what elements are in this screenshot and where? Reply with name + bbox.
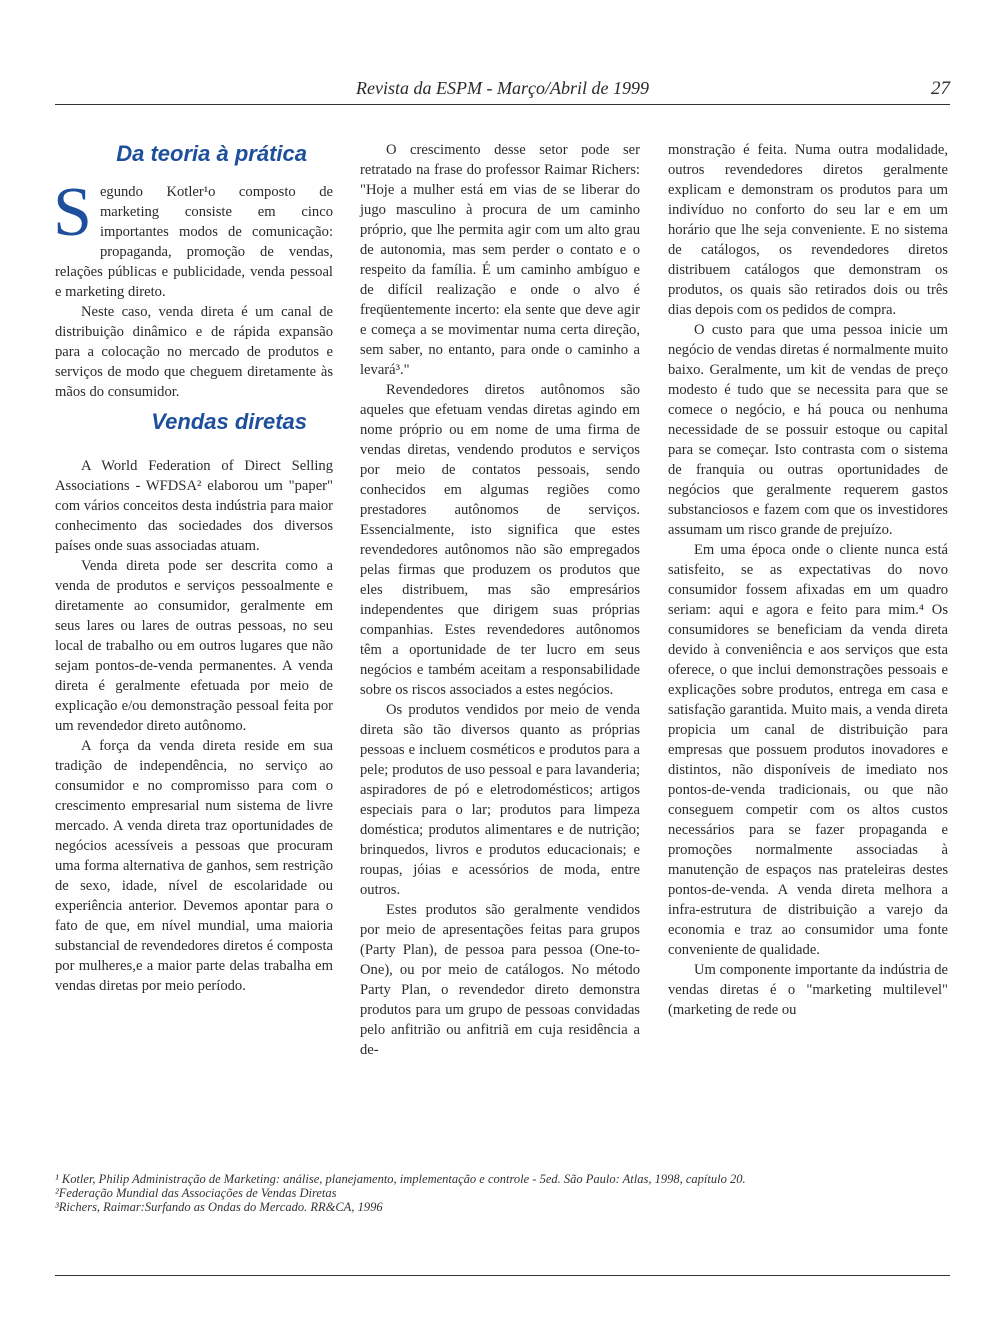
- paragraph: Venda direta pode ser descrita como a venda de produtos e serviços pessoalmente e diretamente ao consumidor, geralmente em seus lares ou lares de outras pessoas, no seu local de trabalho ou em outros lugares que não sejam pontos-de-venda permanentes. A venda direta é geralmente efetuada por meio de explicação e/ou demonstração pessoal feita por um revendedor direto autônomo.: [55, 558, 333, 734]
- column-2: [360, 140, 640, 1060]
- page-number: 27: [931, 78, 950, 99]
- paragraph: O crescimento desse setor pode ser retratado na frase do professor Raimar Richers: "Hoje a mulher está em vias de se liberar do jugo masculino à procura de um caminho próprio, que lhe permita agir com um alto grau de autonomia, mas sem perder o contato e o respeito da família. É um caminho ambíguo e de difícil realização e onde o alvo é freqüentemente incerto: ela sente que deve agir e começa a se movimentar numa certa direção, sem saber, no entanto, para onde o caminho a levará³.": [360, 142, 640, 378]
- paragraph: Neste caso, venda direta é um canal de distribuição dinâmico e de rápida expansão para a colocação no mercado de produtos e serviços de modo que cheguem diretamente às mãos do consumidor.: [55, 304, 333, 400]
- paragraph-text: egundo Kotler¹o composto de marketing consiste em cinco importantes modos de comunicação: propaganda, promoção de vendas, relações públicas e publicidade, venda pessoal e marketing direto.: [55, 184, 333, 300]
- column-3: [668, 140, 948, 1020]
- paragraph: Revendedores diretos autônomos são aqueles que efetuam vendas diretas agindo em nome próprio ou em nome de uma firma de vendas diretas, vendendo produtos e serviços por meio de contatos pessoais, sendo conhecidos em algumas regiões como prestadores autônomos de serviços. Essencialmente, isto significa que estes revendedores autônomos não são empregados pelas firmas que produzem os produtos que eles distribuem, mas são empresários independentes que dirigem suas próprias companhias. Estes revendedores autônomos têm a oportunidade de ter lucro em seus negócios e também aceitam a responsabilidade sobre os riscos associados a estes negócios.: [360, 382, 640, 698]
- paragraph: O custo para que uma pessoa inicie um negócio de vendas diretas é normalmente muito baixo. Geralmente, um kit de vendas de preço modesto é tudo que se necessita para que se comece o negócio, e há pouca ou nenhuma necessidade de se possuir estoque ou capital para se começar. Isto contrasta com o sistema de franquia ou outras oportunidades de negócios que geralmente requerem gastos substanciosos e fazem com que os investidores assumam um risco grande de prejuízo.: [668, 322, 948, 538]
- section-heading-theory: Da teoria à prática: [116, 141, 307, 166]
- footnotes: [55, 1172, 950, 1214]
- header-rule: [55, 104, 950, 105]
- paragraph: A força da venda direta reside em sua tradição de independência, no serviço ao consumidor e no compromisso para com o crescimento empresarial num sistema de livre mercado. A venda direta traz oportunidades de negócios acessíveis a pessoas que procuram uma forma alternativa de ganhos, sem restrição de sexo, idade, nível de escolaridade ou experiência anterior. Devemos apontar para o fato de que, em nível mundial, uma maioria substancial de revendedores diretos é composta por mulheres,e a maior parte delas trabalha em vendas diretas por meio período.: [55, 738, 333, 994]
- paragraph: Estes produtos são geralmente vendidos por meio de apresentações feitas para grupos (Party Plan), de pessoa para pessoa (One-to-One), ou por meio de catálogos. No método Party Plan, o revendedor direto demonstra produtos para um grupo de pessoas convidadas pelo anfitrião ou anfitriã em cuja residência a de-: [360, 902, 640, 1058]
- footnote-3: ³Richers, Raimar:Surfando as Ondas do Mercado. RR&CA, 1996: [55, 1200, 383, 1214]
- footer-rule: [55, 1275, 950, 1276]
- footnote-2: ²Federação Mundial das Associações de Vendas Diretas: [55, 1186, 337, 1200]
- journal-title: Revista da ESPM - Março/Abril de 1999: [356, 78, 649, 98]
- paragraph: A World Federation of Direct Selling Associations - WFDSA² elaborou um "paper" com vários conceitos desta indústria para maior conhecimento das sociedades dos diversos países onde suas associadas atuam.: [55, 458, 334, 554]
- drop-cap: S: [53, 174, 92, 251]
- column-1: [55, 140, 333, 996]
- section-heading-direct-sales: Vendas diretas: [151, 409, 307, 434]
- paragraph: Em uma época onde o cliente nunca está satisfeito, se as expectativas do novo consumidor fossem afixadas em um quadro seriam: aqui e agora e feito para mim.⁴ Os consumidores se beneficiam da venda direta devido à conveniência e aos serviços que esta oferece, o que inclui demonstrações pessoais e explicações sobre produtos, entrega em casa e satisfação garantida. Muito mais, a venda direta propicia um canal de distribuição para empresas que possuem produtos inovadores e distintos, não disponíveis de imediato nos pontos-de-venda tradicionais, ou que não conseguem competir com os altos custos necessários para se fazer propaganda e promoções normalmente associadas à manutenção de espaços nas prateleiras destes pontos-de-venda. A venda direta melhora a infra-estrutura de distribuição a varejo da economia e traz ao consumidor uma fonte conveniente de qualidade.: [668, 542, 948, 958]
- paragraph: [53, 174, 333, 302]
- paragraph: Um componente importante da indústria de vendas diretas é o "marketing multilevel" (marketing de rede ou: [668, 962, 948, 1018]
- running-head: [55, 78, 950, 104]
- paragraph: monstração é feita. Numa outra modalidade, outros revendedores diretos geralmente explicam e demonstram os produtos para um indivíduo no conforto do seu lar e em um horário que lhe seja conveniente. E no sistema de catálogos, os revendedores diretos distribuem catálogos que demonstram os produtos, os quais são retirados dois ou três dias depois com os pedidos de compra.: [668, 142, 948, 318]
- footnote-1: ¹ Kotler, Philip Administração de Marketing: análise, planejamento, implementação e controle - 5ed. São Paulo: Atlas, 1998, capítulo 20.: [55, 1172, 746, 1186]
- paragraph: Os produtos vendidos por meio de venda direta são tão diversos quanto as próprias pessoas e incluem cosméticos e produtos para a pele; produtos de uso pessoal e para lavanderia; aspiradores de pó e eletrodomésticos; artigos especiais para o lar; produtos para limpeza doméstica; produtos alimentares e de nutrição; brinquedos, livros e produtos educacionais; e roupas, jóias e acessórios de moda, entre outros.: [360, 702, 640, 898]
